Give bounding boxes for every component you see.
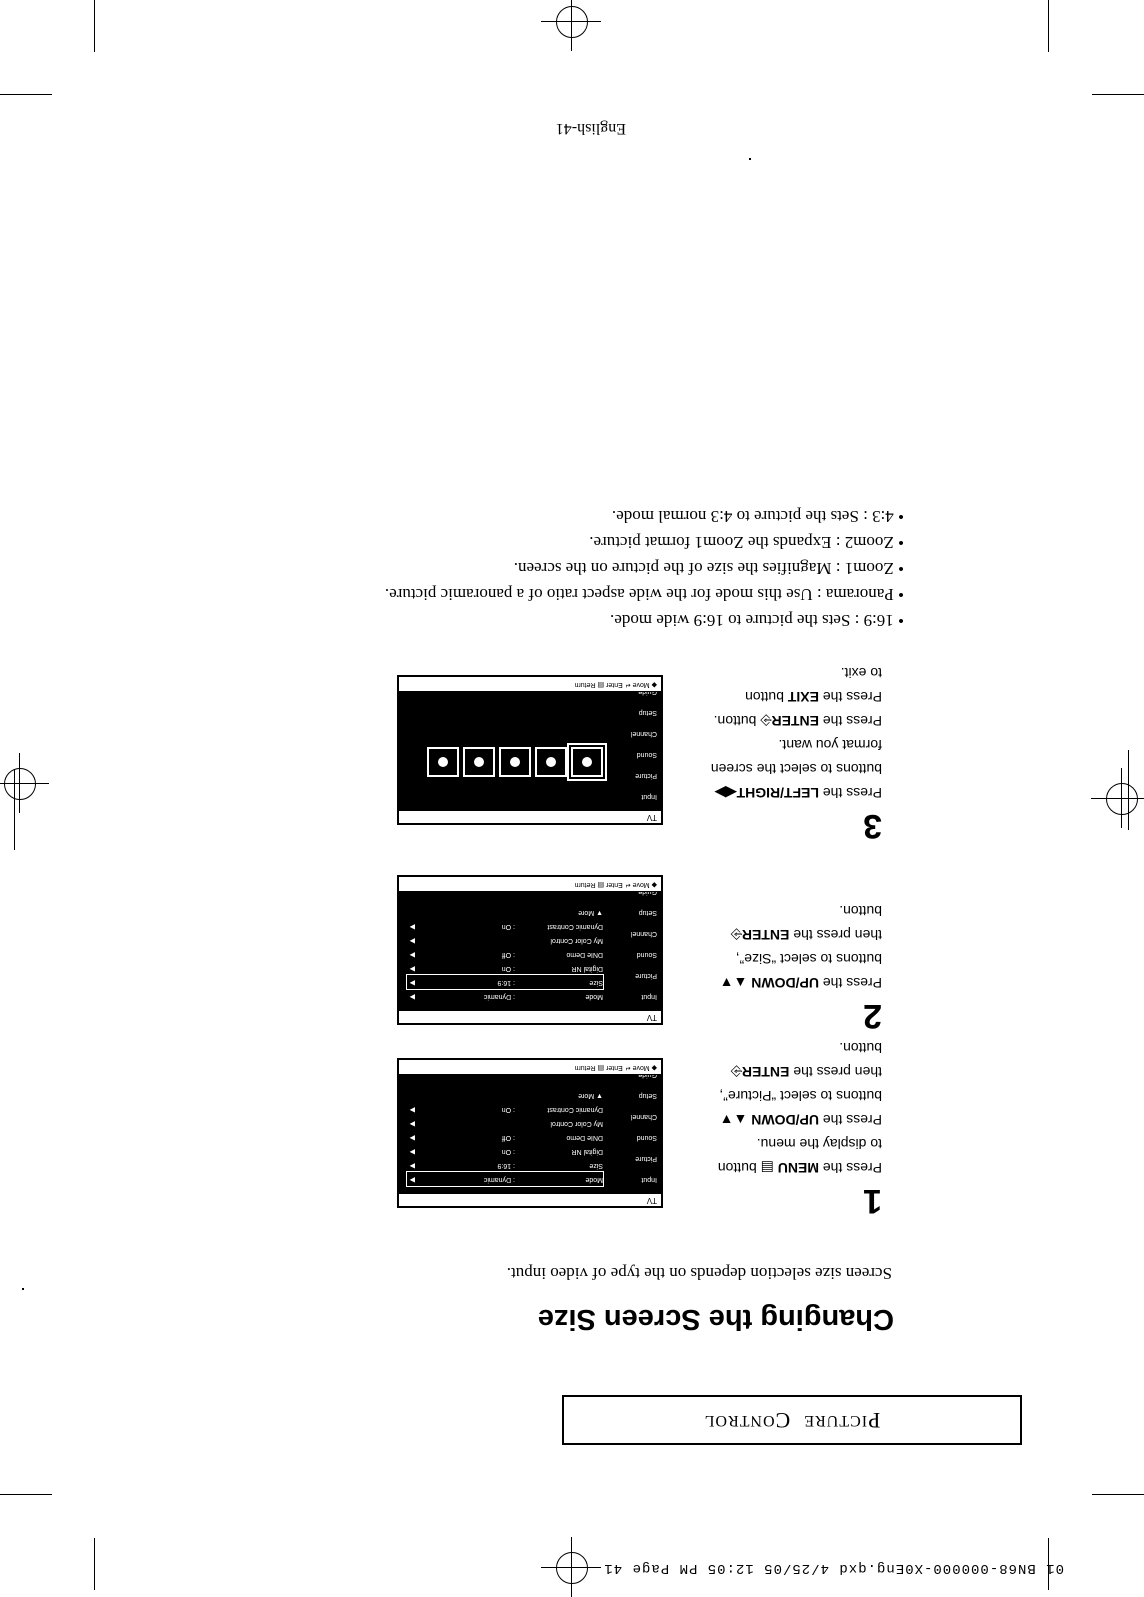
step-instructions: Press the UP/DOWN ▲▼ buttons to select “Size”, then press the ENTER⎆ button. xyxy=(719,903,882,991)
osd-side-item: Picture xyxy=(635,772,657,779)
size-option-thumbnail xyxy=(463,747,495,777)
tv-menu-screenshot xyxy=(397,1058,663,1208)
print-slug: 01 BN68-000000-X0Eng.qxd 4/25/05 12:05 PM Page 41 xyxy=(603,1560,1064,1576)
osd-row: Digital NR : On ▶ xyxy=(409,1148,603,1155)
crop-mark xyxy=(0,94,52,95)
registration-mark xyxy=(556,6,588,38)
list-item: • 4:3 : Sets the picture to 4:3 normal mode. xyxy=(385,503,904,529)
registration-mark xyxy=(556,1552,588,1584)
osd-side-item: Input xyxy=(641,993,657,1000)
crop-mark xyxy=(94,1538,95,1590)
size-options-list xyxy=(385,503,904,633)
size-option-thumbnail xyxy=(571,747,603,777)
step-number: 1 xyxy=(863,1182,882,1220)
list-item: • 16:9 : Sets the picture to 16:9 wide mode. xyxy=(385,607,904,633)
osd-row: My Color Control ▶ xyxy=(409,1120,603,1127)
osd-menu-list xyxy=(407,1088,603,1186)
osd-row: ▼ More xyxy=(578,909,603,916)
step-number: 2 xyxy=(863,997,882,1035)
crop-mark xyxy=(94,0,95,52)
osd-side-item: Picture xyxy=(635,1155,657,1162)
osd-side-item: Input xyxy=(641,1176,657,1183)
step-instructions: Press the LEFT/RIGHT◀▶ buttons to select the screen format you want. Press the ENTER⎆ button. Press the EXIT button to exit. xyxy=(710,665,882,801)
osd-side-item: Input xyxy=(641,793,657,800)
section-header xyxy=(562,1395,1022,1445)
osd-side-item: Sound xyxy=(636,951,657,958)
osd-footer: ◆ Move ↵ Enter ▤ Return xyxy=(399,877,661,892)
osd-row: Mode : Dynamic ▶ xyxy=(407,1172,603,1186)
osd-row: Size : 16:9 ▶ xyxy=(407,975,603,989)
osd-side-item: Picture xyxy=(635,972,657,979)
osd-header: TV xyxy=(399,809,661,823)
osd-side-item: Setup xyxy=(638,1092,657,1099)
osd-row: Mode : Dynamic ▶ xyxy=(409,993,603,1000)
crop-mark xyxy=(1092,94,1144,95)
speck xyxy=(749,158,751,160)
osd-sidebar xyxy=(613,1076,657,1190)
crop-mark xyxy=(0,1494,52,1495)
registration-mark xyxy=(4,768,36,800)
crop-mark xyxy=(1092,1494,1144,1495)
size-option-thumbnail xyxy=(499,747,531,777)
crop-mark xyxy=(1048,0,1049,52)
osd-side-item: Channel xyxy=(630,1113,657,1120)
osd-row: DNIe Demo : Off ▶ xyxy=(409,951,603,958)
size-option-thumbnail xyxy=(427,747,459,777)
osd-header: TV xyxy=(399,1192,661,1206)
list-item: • Panorama : Use this mode for the wide aspect ratio of a panoramic picture. xyxy=(385,581,904,607)
section-word: ICTURE xyxy=(803,1412,868,1429)
osd-header: TV xyxy=(399,1009,661,1023)
osd-row: Size : 16:9 ▶ xyxy=(409,1162,603,1169)
section-word: ONTROL xyxy=(703,1412,775,1429)
step-number: 3 xyxy=(863,807,882,845)
osd-footer: ◆ Move ↵ Enter ▤ Return xyxy=(399,1060,661,1075)
size-option-thumbnail xyxy=(535,747,567,777)
osd-row: My Color Control ▶ xyxy=(409,937,603,944)
list-item: • Zoom2 : Expands the Zoom1 format picture. xyxy=(385,529,904,555)
osd-row: ▼ More xyxy=(578,1092,603,1099)
osd-row: Dynamic Contrast : On ▶ xyxy=(409,1106,603,1113)
intro-text: Screen size selection depends on the type of video input. xyxy=(506,1264,892,1283)
osd-sidebar xyxy=(613,893,657,1007)
section-initial: P xyxy=(867,1408,881,1433)
osd-side-item: Setup xyxy=(638,709,657,716)
osd-side-item: Sound xyxy=(636,1134,657,1141)
speck xyxy=(22,1288,24,1290)
osd-side-item: Setup xyxy=(638,909,657,916)
osd-side-item: Channel xyxy=(630,930,657,937)
page-title: Changing the Screen Size xyxy=(537,1303,894,1335)
osd-side-item: Sound xyxy=(636,751,657,758)
osd-side-item: Channel xyxy=(630,730,657,737)
section-initial: C xyxy=(774,1408,791,1433)
list-item: • Zoom1 : Magnifies the size of the picture on the screen. xyxy=(385,555,904,581)
tv-size-screenshot xyxy=(397,675,663,825)
osd-menu-list xyxy=(407,905,603,1003)
osd-row: Dynamic Contrast : On ▶ xyxy=(409,923,603,930)
tv-menu-screenshot xyxy=(397,875,663,1025)
osd-sidebar xyxy=(613,693,657,807)
size-format-options xyxy=(427,747,603,777)
page-number: English-41 xyxy=(555,120,626,137)
registration-mark xyxy=(1106,783,1138,815)
osd-row: Digital NR : On ▶ xyxy=(409,965,603,972)
step-instructions: Press the MENU ▤ button to display the menu. Press the UP/DOWN ▲▼ buttons to select “Picture”, then press the ENTER⎆ button. xyxy=(717,1040,882,1176)
osd-row: DNIe Demo : Off ▶ xyxy=(409,1134,603,1141)
osd-footer: ◆ Move ↵ Enter ▤ Return xyxy=(399,677,661,692)
